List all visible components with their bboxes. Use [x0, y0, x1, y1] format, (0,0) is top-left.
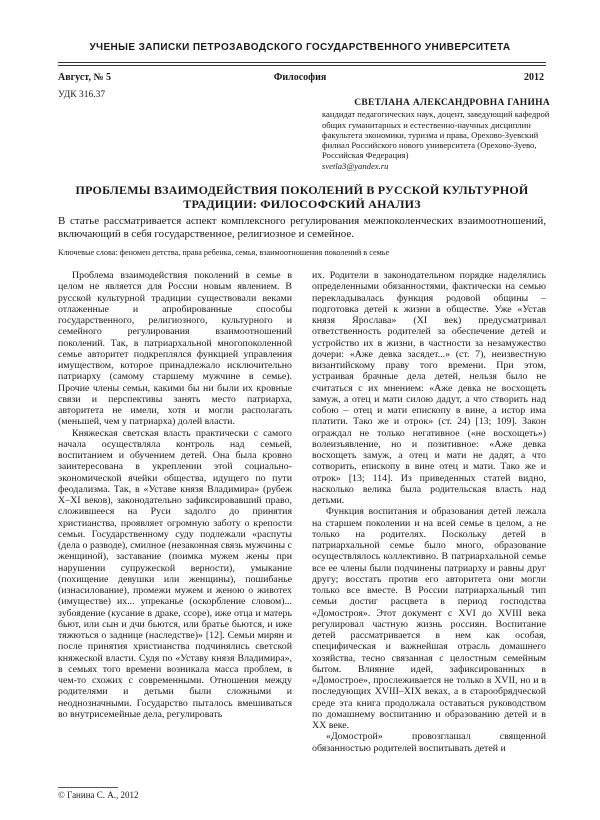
- keywords: Ключевые слова: феномен детства, права ребенка, семья, взаимоотношения поколений в семье: [58, 248, 390, 257]
- header-rule-top: [58, 62, 546, 63]
- header-rule-bottom: [58, 65, 546, 66]
- footnote-rule: [58, 787, 118, 788]
- author-affiliation: кандидат педагогических наук, доцент, заведующий кафедрой общих гуманитарных и естественно-научных дисциплин факультета экономики, туризма и права, Орехово-Зуевский филиал Российского нового университета (Орехово-Зуево, Российская Федерация): [322, 109, 550, 161]
- author-email[interactable]: svetla3@yandex.ru: [322, 160, 389, 171]
- udk-code: УДК 316.37: [58, 90, 106, 100]
- paragraph: Княжеская светская власть практически с самого начала осуществляла контроль над семьей, воспитанием и обучением детей. Она была кровно заинтересована в укреплении этой социально-экономической ячейки общества, идущего по пути феодализма. Так, в «Уставе князя Владимира» (рубеж X–XI веков), законодательно зафиксировавший право, сложившееся на Руси задолго до принятия христианства, проявляет огромную заботу о крепости семьи. Государственному суду подлежали «распуты (дела о разводе), смилное (незаконная связь мужчины с женщиной), заставание (поимка мужем жены при нарушении супружеской верности), умыкание (похищение девушки или женщины), пошибанье (изнасилование), промежи мужем и женою о животех (имуществе) их... упреканье (оскорбление словом)... зубоядение (кусание в драке, ссоре), иже отца и матерь бьют, или сын и дчи бьются, или братье бьются, и иже тяжються о заднице (наследстве)» [12]. Семьи мирян и после принятия христианства подчинялись светской княжеской власти. Судя по «Уставу князя Владимира», в семьях того времени возникала масса проблем, в чем-то схожих с современными. Отношения между родителями и детьми были сложными и неоднозначными. Государство пыталось вмешиваться во внутрисемейные дела, регулировать: [58, 427, 292, 720]
- section-label: Философия: [273, 72, 327, 83]
- paragraph: их. Родители в законодательном порядке наделялись определенными обязанностями, фактически на семью перекладывалась функция родовой общины – подготовка детей к жизни в обществе. Уже «Устав князя Ярослава» (XI век) предусматривал ответственность родителей за обеспечение детей и устройство их в жизни, в частности за незамужество дочери: «Аже девка засядет...» (ст. 7), неизвестную византийскому праву того времени. При этом, устраивая брачные дела детей, нельзя было не считаться с их мнением: «Аже девка не восхощеть замуж, а отец и мати силою дадут, а что створить над собою – отец и мати епископу в вине, а истор има платити. Тако же и отрок» (ст. 24) [13; 109]. Закон ограждал не только негативное («не восхощеть») волеизъявление, но и позитивное: «Аже девка восхощеть замуж, а отец и мати не дадят, а что сотворить, епископу в вине отец и мати. Тако же и отрок» [13; 114]. Из приведенных статей видно, насколько велика была родительская власть над детьми.: [312, 270, 546, 506]
- body-column-right: [312, 270, 546, 805]
- paragraph: «Домострой» провозглашал священной обязанностью родителей воспитывать детей и: [312, 731, 546, 754]
- journal-title: УЧЕНЫЕ ЗАПИСКИ ПЕТРОЗАВОДСКОГО ГОСУДАРСТВЕННОГО УНИВЕРСИТЕТА: [89, 42, 511, 53]
- paragraph: Проблема взаимодействия поколений в семье в целом не является для России новым явлением. В русской культурной традиции существовали веками отлаженные и апробированные способы государственного, религиозного, культурного и семейного регулирования взаимоотношений поколений. Так, в патриархальной многопоколенной семье авторитет подкреплялся функцией управления имуществом, которое принадлежало исключительно патриарху (самому старшему мужчине в семье). Прочие члены семьи, какими бы ни были их кровные связи и перспективы занять место патриарха, авторитета не имели, хотя и могли располагать (меньшей, чем у патриарха) долей власти.: [58, 270, 292, 428]
- body-column-left: [58, 270, 292, 778]
- paragraph: Функция воспитания и образования детей лежала на старшем поколении и на всей семье в целом, а не только на родителях. Поскольку детей в патриархальной семье было много, образование осуществлялось коллективно. В патриархальной семье все ее члены были подчинены патриарху и равны друг другу; восстать против его авторитета они могли только все вместе. В России патриархальный тип семьи достиг расцвета в период господства «Домостроя». Этот документ с XVI до XVIII века регулировал частную жизнь россиян. Воспитание детей рассматривается в нем как особая, специфическая и важнейшая отрасль домашнего хозяйства, тесно связанная с целостным семейным бытом. Влияние идей, зафиксированных в «Домострое», прослеживается не только в XVII, но и в последующих XVIII–XIX веках, а в старообрядческой среде эта книга продолжала оставаться руководством по домашнему воспитанию и образованию детей и в XX веке.: [312, 506, 546, 731]
- article-title: ПРОБЛЕМЫ ВЗАИМОДЕЙСТВИЯ ПОКОЛЕНИЙ В РУССКОЙ КУЛЬТУРНОЙ ТРАДИЦИИ: ФИЛОСОФСКИЙ АНАЛИЗ: [75, 183, 529, 211]
- abstract: В статье рассматривается аспект комплексного регулирования межпоколенческих взаимоотношений, включающий в себя государственное, религиозное и семейное.: [58, 215, 546, 240]
- issue-label: Август, № 5: [58, 72, 112, 83]
- copyright: © Ганина С. А., 2012: [58, 790, 139, 800]
- author-name: СВЕТЛАНА АЛЕКСАНДРОВНА ГАНИНА: [354, 98, 550, 108]
- year-label: 2012: [524, 72, 544, 83]
- author-block: [322, 98, 550, 171]
